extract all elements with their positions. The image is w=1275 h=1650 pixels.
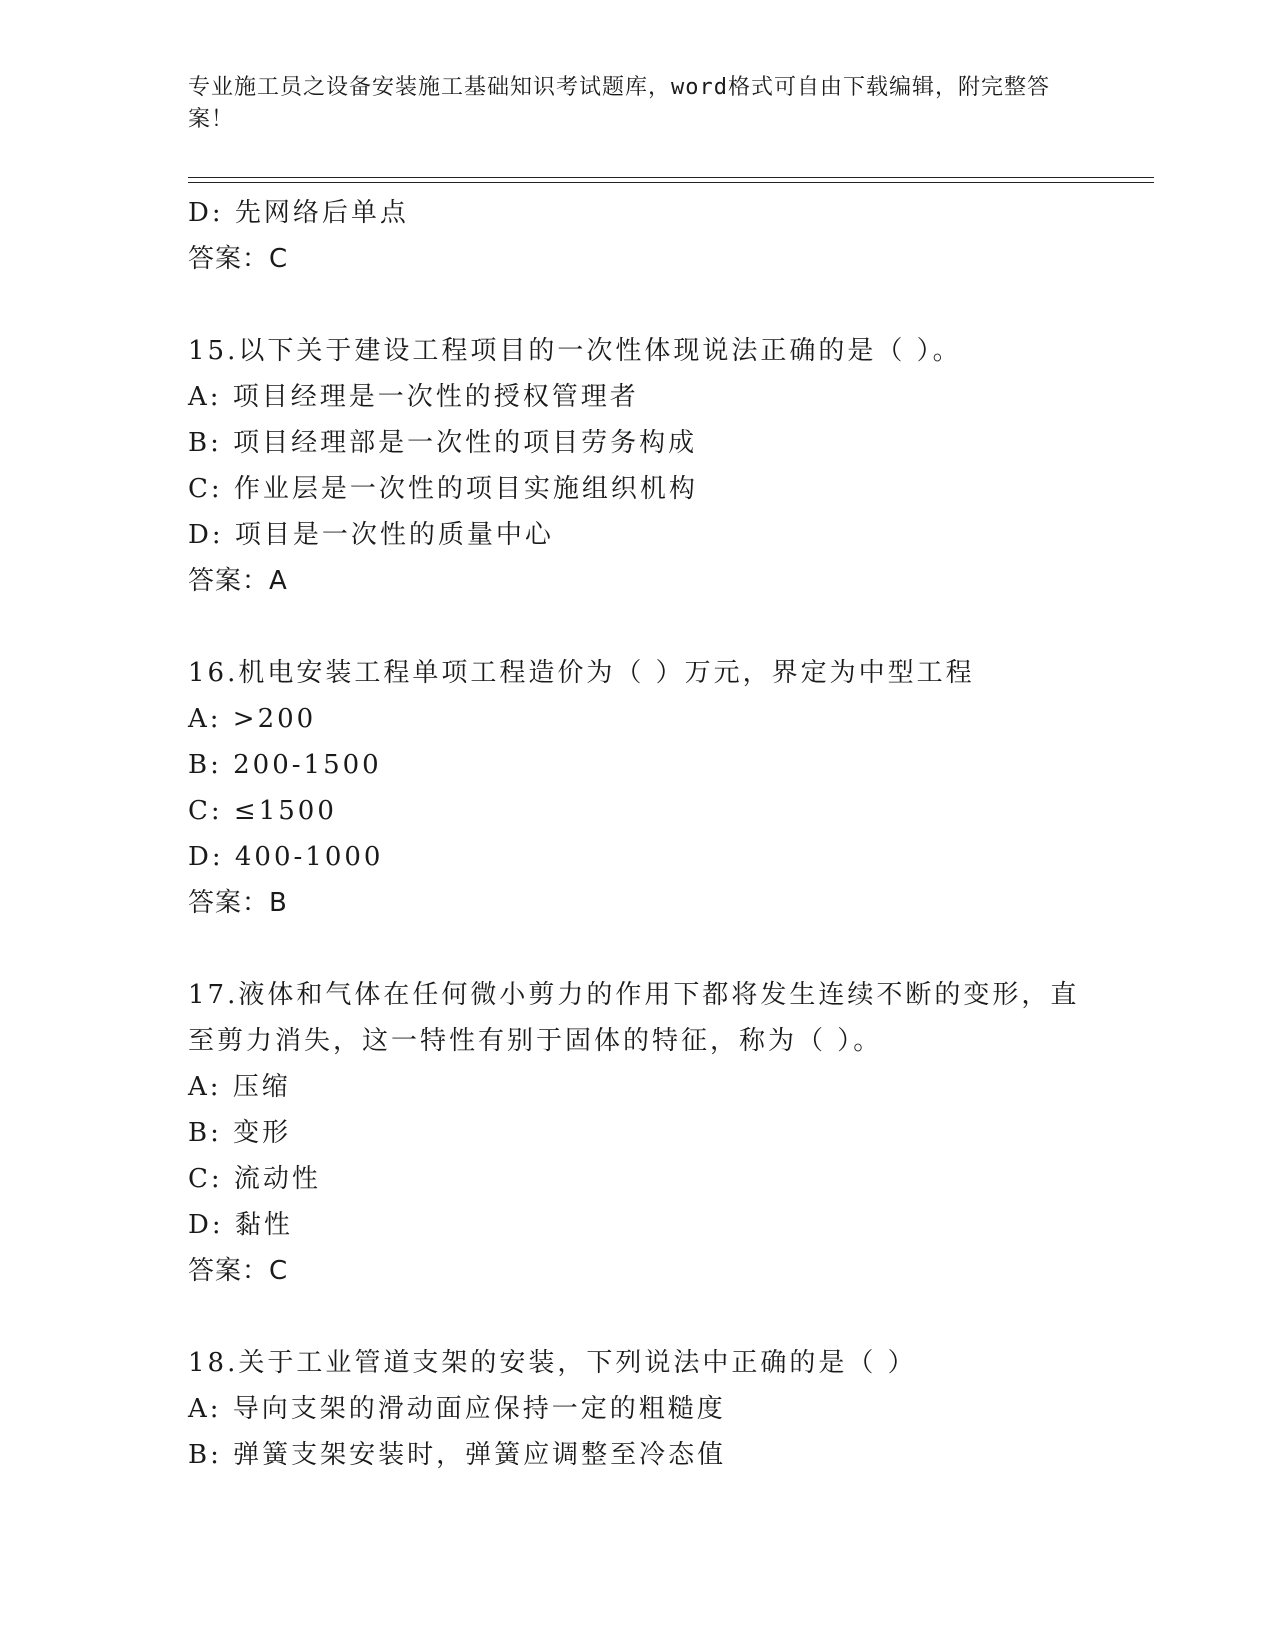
option-c: C: 作业层是一次性的项目实施组织机构 [188,474,698,504]
document-header: 专业施工员之设备安装施工基础知识考试题库，word格式可自由下载编辑，附完整答案！ [188,75,1050,132]
option-a: A: 项目经理是一次性的授权管理者 [188,382,639,412]
question-17 [188,972,1088,1294]
answer-line: 答案：B [188,888,288,918]
option-a: A: 压缩 [188,1072,291,1102]
question-16 [188,650,1088,926]
question-18 [188,1340,1088,1478]
question-15 [188,328,1088,604]
spacer [188,604,1088,650]
option-d: D: 400-1000 [188,842,384,872]
answer-line: 答案：C [188,244,289,274]
option-b: B: 200-1500 [188,750,382,780]
option-d: D: 项目是一次性的质量中心 [188,520,554,550]
spacer [188,1294,1088,1340]
question-list [188,190,1088,1478]
option-c: C: 流动性 [188,1164,321,1194]
header-divider-bottom [188,182,1154,183]
answer-line: 答案：C [188,1256,289,1286]
question-title: 17.液体和气体在任何微小剪力的作用下都将发生连续不断的变形，直至剪力消失，这一特性有别于固体的特征，称为（ ）。 [188,980,1080,1056]
question-title: 15.以下关于建设工程项目的一次性体现说法正确的是（ ）。 [188,336,962,366]
option-c: C: ≤1500 [188,796,337,826]
option-d: D: 黏性 [188,1210,293,1240]
question-title: 18.关于工业管道支架的安装，下列说法中正确的是（ ） [188,1348,917,1378]
option-b: B: 变形 [188,1118,292,1148]
option-a: A: >200 [188,704,317,734]
spacer [188,282,1088,328]
option-b: B: 弹簧支架安装时，弹簧应调整至冷态值 [188,1440,727,1470]
option-a: A: 导向支架的滑动面应保持一定的粗糙度 [188,1394,726,1424]
header-divider-top [188,177,1154,178]
spacer [188,926,1088,972]
question-title: 16.机电安装工程单项工程造价为（ ）万元，界定为中型工程 [188,658,975,688]
option-b: B: 项目经理部是一次性的项目劳务构成 [188,428,698,458]
option-d: D: 先网络后单点 [188,198,409,228]
answer-line: 答案：A [188,566,288,596]
